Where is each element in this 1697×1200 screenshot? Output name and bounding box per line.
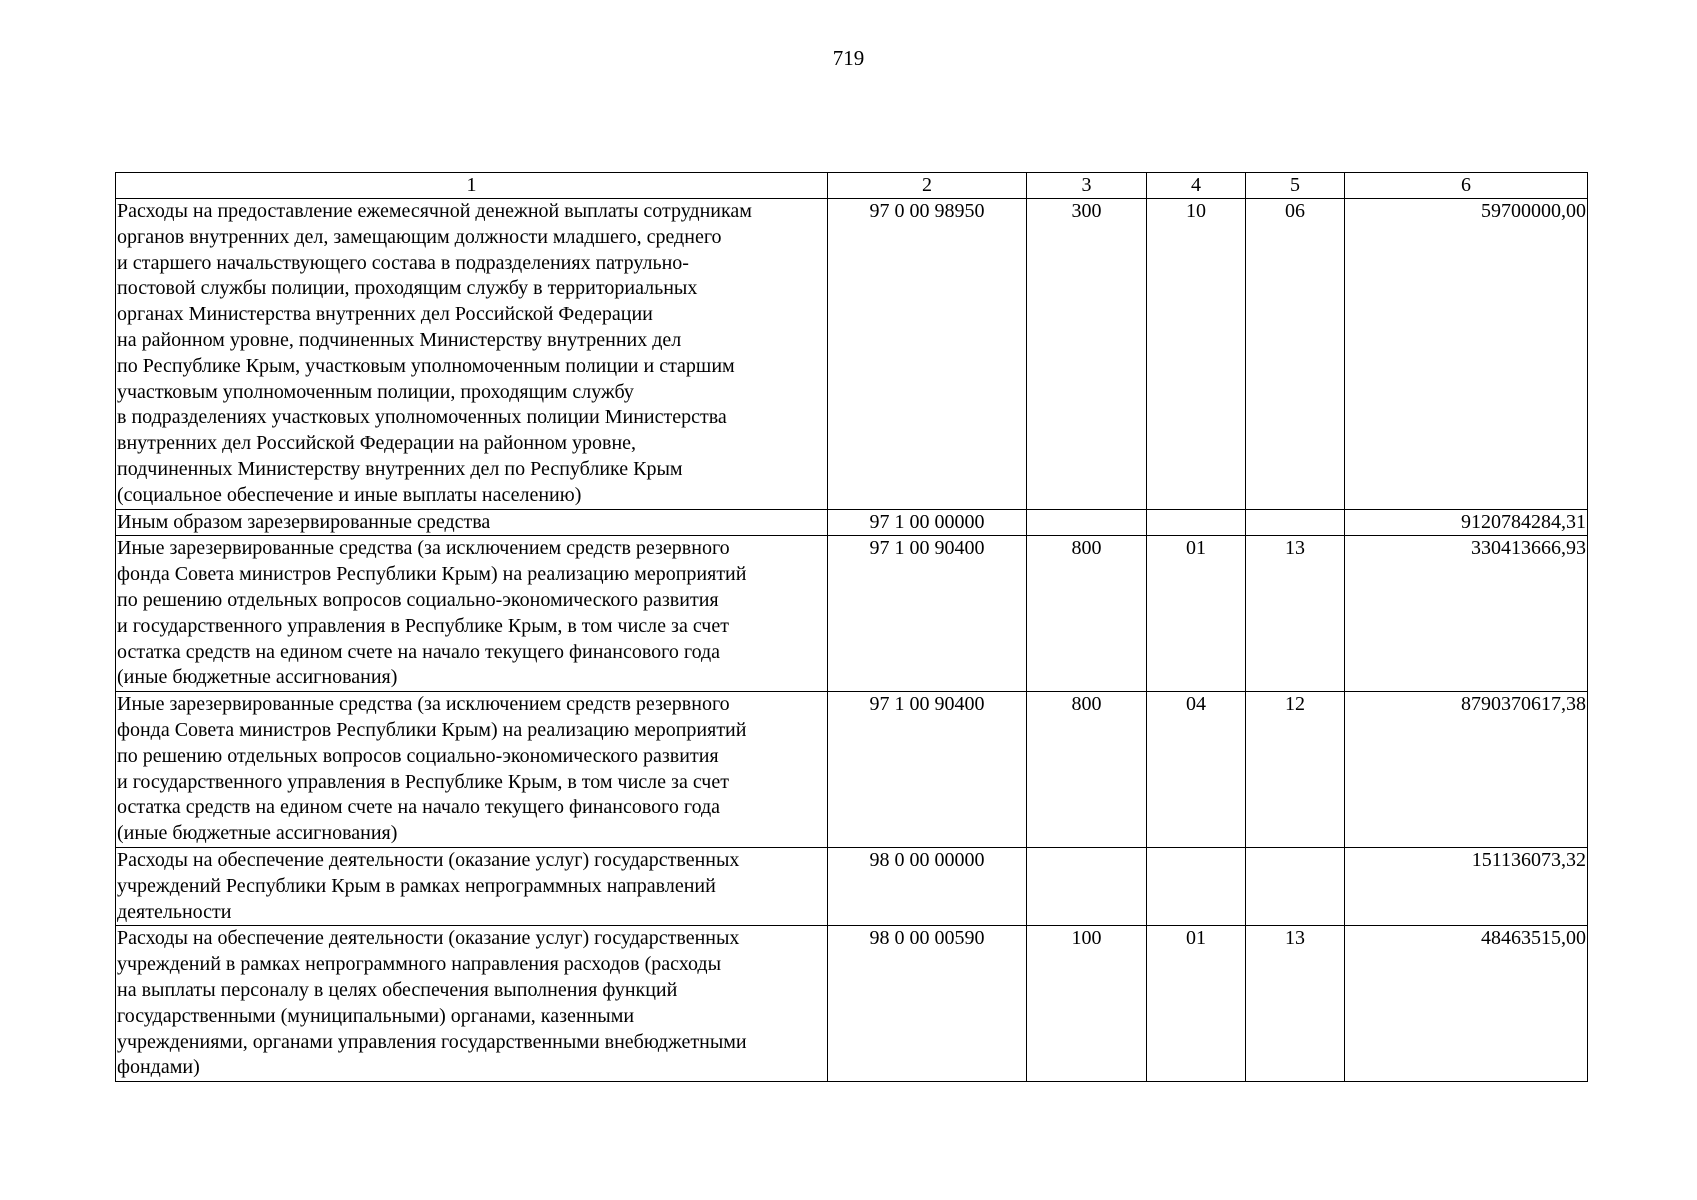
row-section: 01 [1147, 536, 1246, 692]
description-line: и старшего начальствующего состава в подразделениях патрульно- [117, 251, 689, 274]
row-description [116, 926, 828, 1082]
table-row [116, 847, 1588, 925]
row-section: 04 [1147, 692, 1246, 848]
description-line: на районном уровне, подчиненных Министерству внутренних дел [117, 328, 682, 351]
description-line: остатка средств на едином счете на начало текущего финансового года [117, 796, 721, 819]
row-expense-type: 800 [1027, 692, 1147, 848]
description-line: Иные зарезервированные средства (за исключением средств резервного [117, 693, 730, 716]
row-description [116, 692, 828, 848]
page-number: 719 [832, 46, 865, 70]
description-line: Расходы на обеспечение деятельности (оказание услуг) государственных [117, 848, 740, 871]
row-subsection: 06 [1246, 199, 1345, 510]
description-line: фонда Совета министров Республики Крым) на реализацию мероприятий [117, 563, 747, 586]
row-amount: 9120784284,31 [1345, 509, 1588, 536]
row-expense-type: 800 [1027, 536, 1147, 692]
row-amount: 151136073,32 [1345, 847, 1588, 925]
description-line: (иные бюджетные ассигнования) [117, 666, 398, 689]
description-line: фондами) [117, 1056, 200, 1079]
description-line: в подразделениях участковых уполномоченных полиции Министерства [117, 406, 727, 429]
description-line: по Республике Крым, участковым уполномоченным полиции и старшим [117, 354, 735, 377]
row-description [116, 536, 828, 692]
description-line: Расходы на предоставление ежемесячной денежной выплаты сотрудникам [117, 200, 752, 222]
description-line: по решению отдельных вопросов социально-экономического развития [117, 744, 719, 767]
row-code: 98 0 00 00590 [828, 926, 1027, 1082]
row-amount: 330413666,93 [1345, 536, 1588, 692]
description-line: и государственного управления в Республике Крым, в том числе за счет [117, 770, 729, 793]
row-expense-type [1027, 509, 1147, 536]
row-description [116, 509, 828, 536]
description-line: подчиненных Министерству внутренних дел по Республике Крым [117, 457, 683, 480]
row-amount: 48463515,00 [1345, 926, 1588, 1082]
description-line: внутренних дел Российской Федерации на районном уровне, [117, 432, 637, 455]
row-code: 97 0 00 98950 [828, 199, 1027, 510]
header-cell: 4 [1147, 173, 1246, 199]
table-row [116, 199, 1588, 510]
row-section: 10 [1147, 199, 1246, 510]
row-expense-type: 300 [1027, 199, 1147, 510]
row-subsection: 12 [1246, 692, 1345, 848]
budget-table [115, 172, 1588, 1082]
row-expense-type [1027, 847, 1147, 925]
description-line: (социальное обеспечение и иные выплаты населению) [117, 483, 582, 506]
row-section [1147, 847, 1246, 925]
row-description [116, 199, 828, 510]
row-expense-type: 100 [1027, 926, 1147, 1082]
description-line: остатка средств на едином счете на начало текущего финансового года [117, 640, 721, 663]
header-cell: 1 [116, 173, 828, 199]
header-row [116, 173, 1588, 199]
table-row [116, 509, 1588, 536]
description-line: учреждениями, органами управления государственными внебюджетными [117, 1030, 747, 1053]
description-line: Расходы на обеспечение деятельности (оказание услуг) государственных [117, 927, 740, 950]
header-cell: 6 [1345, 173, 1588, 199]
description-line: фонда Совета министров Республики Крым) на реализацию мероприятий [117, 718, 747, 741]
row-section: 01 [1147, 926, 1246, 1082]
header-cell: 5 [1246, 173, 1345, 199]
description-line: учреждений Республики Крым в рамках непрограммных направлений [117, 874, 716, 897]
description-line: на выплаты персоналу в целях обеспечения выполнения функций [117, 978, 678, 1001]
row-code: 97 1 00 90400 [828, 692, 1027, 848]
table-row [116, 692, 1588, 848]
description-line: деятельности [117, 900, 232, 923]
header-cell: 3 [1027, 173, 1147, 199]
table-row [116, 926, 1588, 1082]
description-line: участковым уполномоченным полиции, проходящим службу [117, 380, 634, 403]
description-line: государственными (муниципальными) органами, казенными [117, 1004, 635, 1027]
description-line: Иным образом зарезервированные средства [117, 510, 491, 533]
description-line: Иные зарезервированные средства (за исключением средств резервного [117, 537, 730, 560]
description-line: учреждений в рамках непрограммного направления расходов (расходы [117, 953, 722, 976]
row-code: 98 0 00 00000 [828, 847, 1027, 925]
description-line: постовой службы полиции, проходящим службу в территориальных [117, 277, 698, 300]
row-subsection [1246, 847, 1345, 925]
row-subsection: 13 [1246, 926, 1345, 1082]
description-line: органах Министерства внутренних дел Российской Федерации [117, 303, 653, 326]
header-cell: 2 [828, 173, 1027, 199]
description-line: по решению отдельных вопросов социально-экономического развития [117, 588, 719, 611]
row-description [116, 847, 828, 925]
table-row [116, 536, 1588, 692]
row-amount: 8790370617,38 [1345, 692, 1588, 848]
row-subsection [1246, 509, 1345, 536]
row-code: 97 1 00 00000 [828, 509, 1027, 536]
description-line: и государственного управления в Республике Крым, в том числе за счет [117, 614, 729, 637]
row-subsection: 13 [1246, 536, 1345, 692]
description-line: (иные бюджетные ассигнования) [117, 822, 398, 845]
row-section [1147, 509, 1246, 536]
description-line: органов внутренних дел, замещающим должности младшего, среднего [117, 225, 722, 248]
row-amount: 59700000,00 [1345, 199, 1588, 510]
row-code: 97 1 00 90400 [828, 536, 1027, 692]
